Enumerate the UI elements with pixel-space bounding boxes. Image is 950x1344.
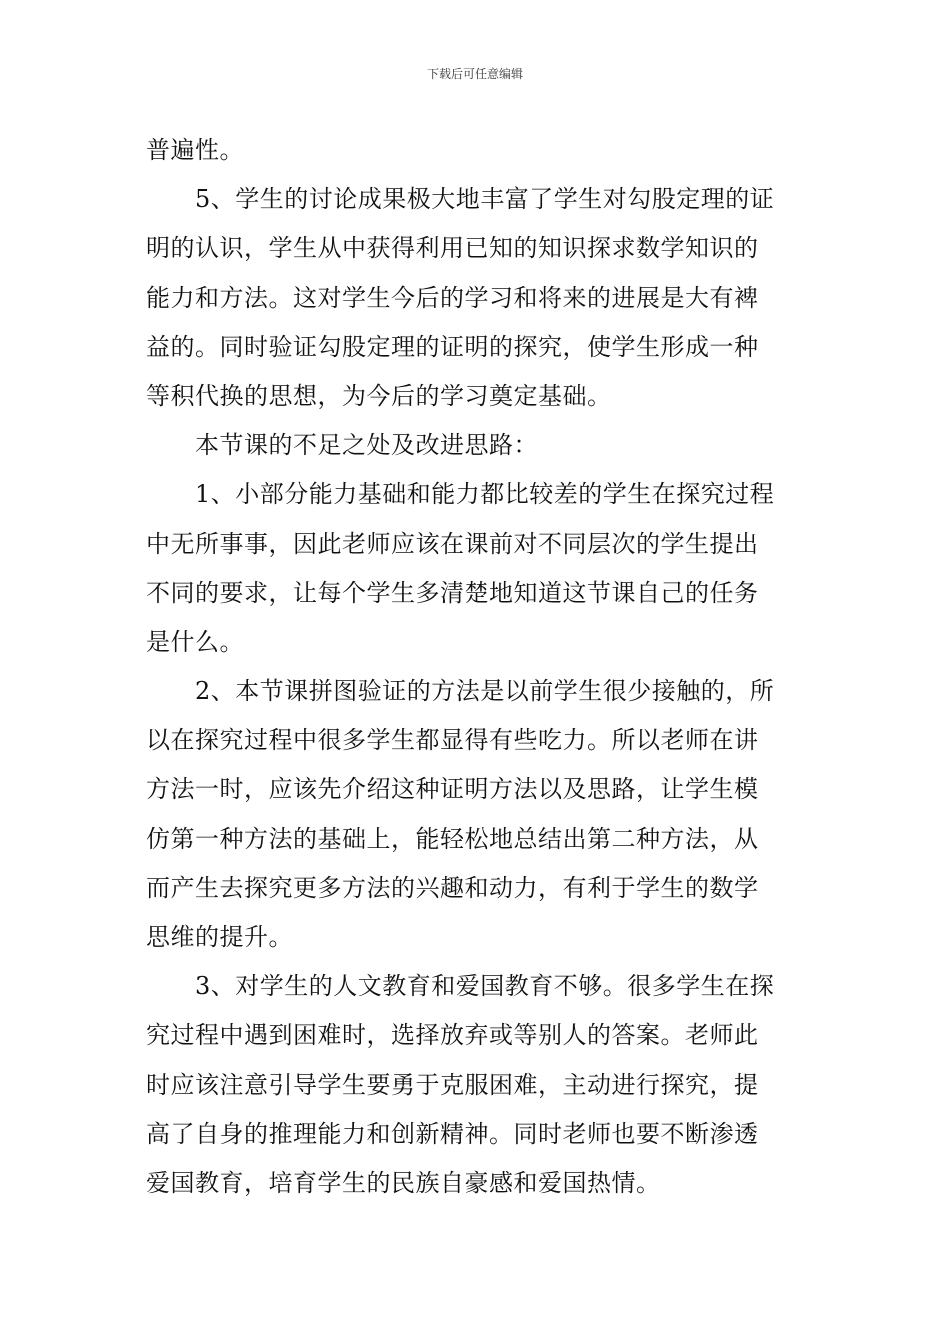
text-line: 爱国教育，培育学生的民族自豪感和爱国热情。: [146, 1168, 661, 1197]
document-body: [146, 126, 806, 1208]
text-line: 5、学生的讨论成果极大地丰富了学生对勾股定理的证: [146, 185, 775, 214]
text-line: 普遍性。: [146, 136, 244, 164]
page-header: 下载后可任意编辑: [426, 67, 523, 81]
text-line: 以在探究过程中很多学生都显得有些吃力。所以老师在讲: [146, 726, 759, 755]
text-line: 3、对学生的人文教育和爱国教育不够。很多学生在探: [146, 972, 775, 1001]
text-line: 不同的要求，让每个学生多清楚地知道这节课自己的任务: [146, 578, 759, 607]
text-line: 方法一时，应该先介绍这种证明方法以及思路，让学生模: [146, 775, 759, 804]
text-line: 仿第一种方法的基础上，能轻松地总结出第二种方法，从: [146, 824, 759, 853]
text-line: 2、本节课拼图验证的方法是以前学生很少接触的，所: [146, 677, 775, 706]
text-line: 能力和方法。这对学生今后的学习和将来的进展是大有裨: [146, 283, 759, 312]
text-line: 明的认识，学生从中获得利用已知的知识探求数学知识的: [146, 234, 759, 263]
text-line: 高了自身的推理能力和创新精神。同时老师也要不断渗透: [146, 1119, 759, 1148]
text-line: 益的。同时验证勾股定理的证明的探究，使学生形成一种: [146, 332, 759, 361]
text-line: 思维的提升。: [146, 923, 293, 951]
text-line: 本节课的不足之处及改进思路：: [146, 431, 538, 460]
text-line: 究过程中遇到困难时，选择放弃或等别人的答案。老师此: [146, 1021, 759, 1050]
text-line: 是什么。: [146, 627, 244, 656]
text-line: 1、小部分能力基础和能力都比较差的学生在探究过程: [146, 480, 775, 509]
text-line: 而产生去探究更多方法的兴趣和动力，有利于学生的数学: [146, 873, 759, 902]
text-line: 时应该注意引导学生要勇于克服困难，主动进行探究，提: [146, 1070, 759, 1099]
text-line: 等积代换的思想，为今后的学习奠定基础。: [146, 381, 612, 410]
text-line: 中无所事事，因此老师应该在课前对不同层次的学生提出: [146, 529, 759, 558]
